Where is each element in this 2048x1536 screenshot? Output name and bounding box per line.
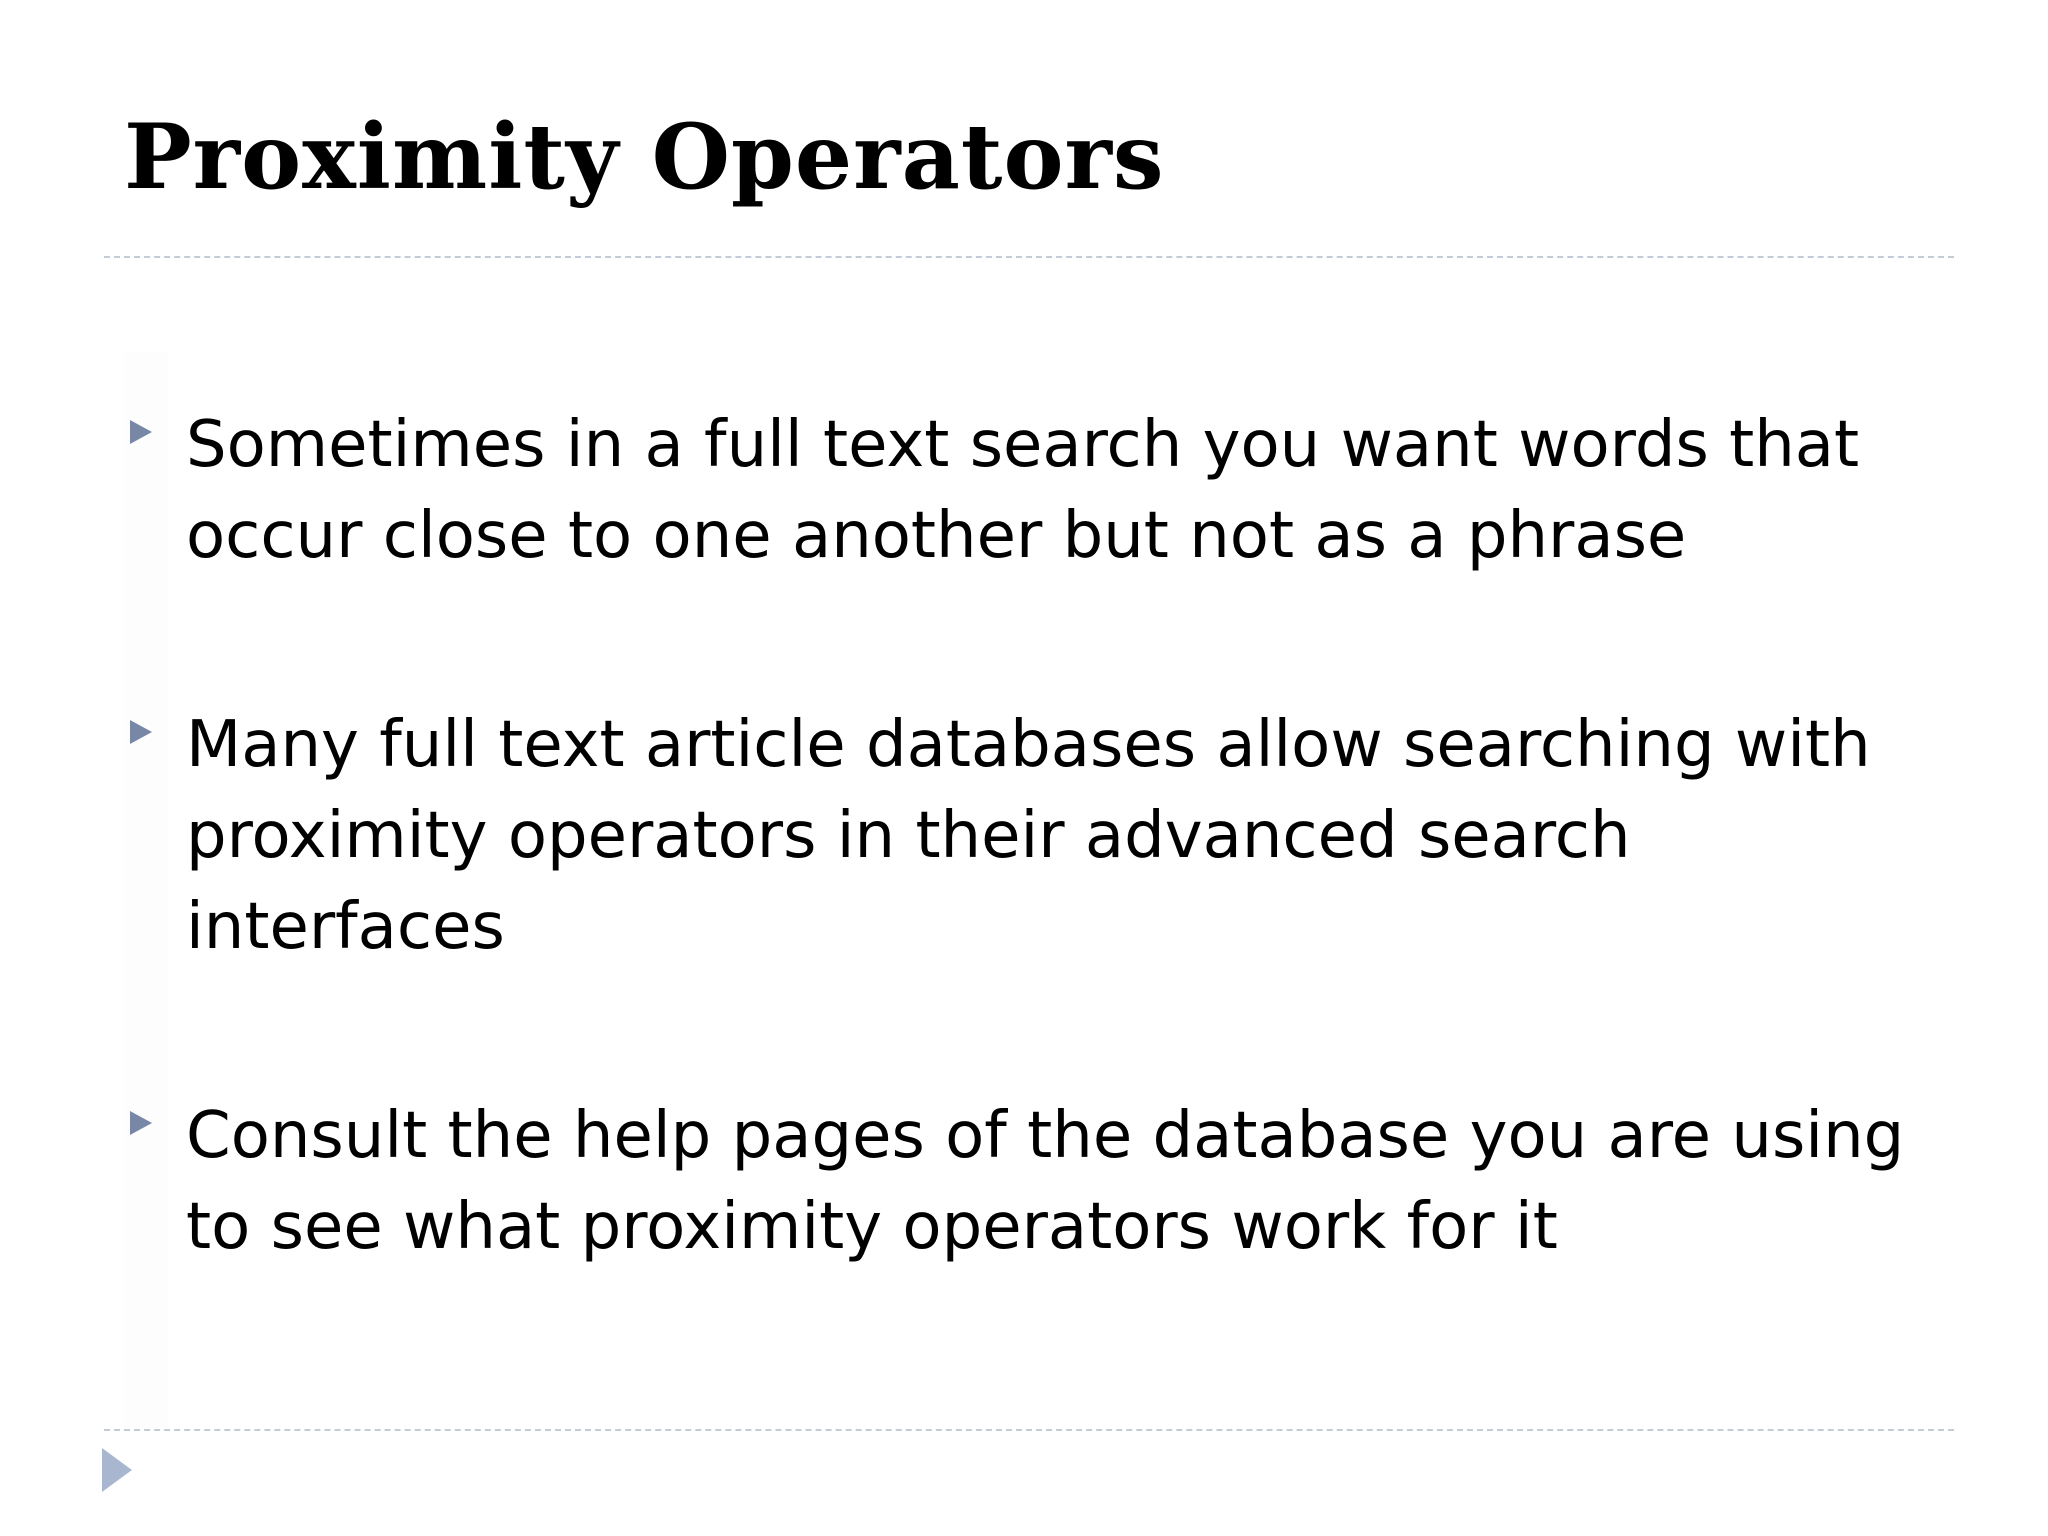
play-arrow-icon: [102, 1448, 132, 1492]
slide-title: Proximity Operators: [124, 104, 1165, 210]
bullet-item: [124, 400, 1924, 582]
bullet-item: [124, 700, 1924, 973]
triangle-right-icon: [130, 1111, 152, 1135]
bullet-item: [124, 1091, 1924, 1273]
bullet-text: Many full text article databases allow searching with proximity operators in their advanced search interfaces: [186, 708, 1871, 964]
triangle-right-icon: [130, 720, 152, 744]
title-divider: [104, 256, 1954, 258]
triangle-right-icon: [130, 420, 152, 444]
bullet-text: Consult the help pages of the database you are using to see what proximity operators work for it: [186, 1099, 1905, 1264]
bullet-text: Sometimes in a full text search you want words that occur close to one another but not as a phrase: [186, 408, 1860, 573]
footer-divider: [104, 1429, 1954, 1431]
bullet-list: [124, 400, 1924, 1391]
